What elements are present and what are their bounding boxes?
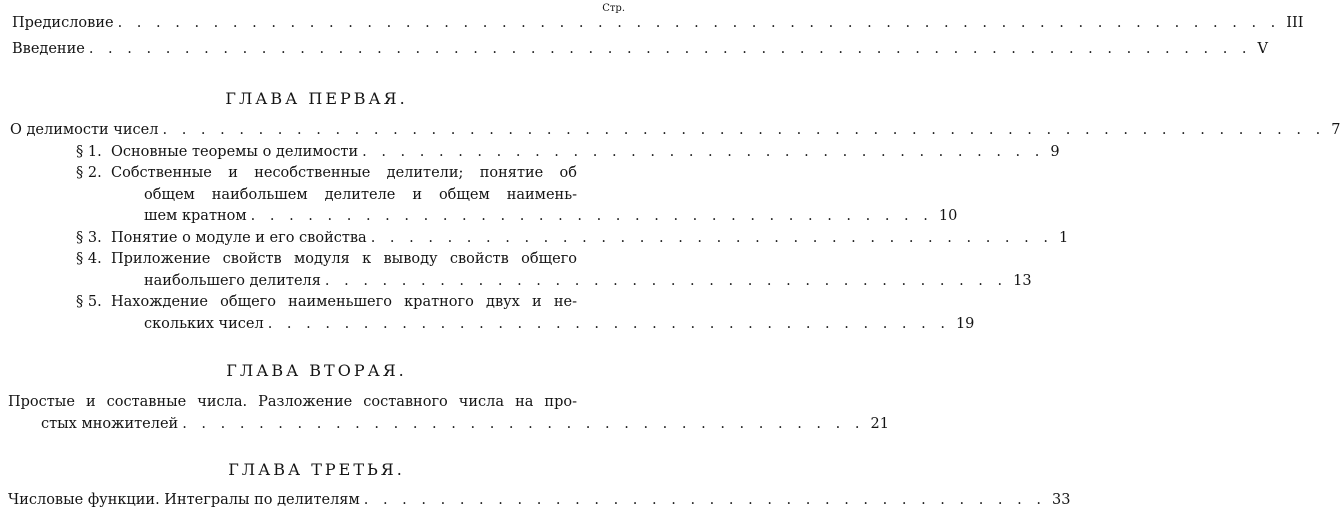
toc-entry-preface[interactable] [12, 13, 1304, 33]
entry-title: Основные теоремы о делимости [111, 144, 359, 160]
dot-leader: . . . . . . . . . . . . . . . . . . . . . . . . . . . . . . . . . . . . [267, 316, 950, 332]
entry-page: 1 [1058, 230, 1069, 246]
entry-page: 13 [1013, 273, 1032, 289]
toc-entry-section-4[interactable] [144, 271, 1032, 291]
entry-title: скольких чисел [144, 316, 264, 332]
dot-leader: . . . . . . . . . . . . . . . . . . . . . . . . . . . . . . . . . . . . . . . . . . . . . . . . . . . . . . . . . . . . . [162, 122, 1326, 138]
dot-leader: . . . . . . . . . . . . . . . . . . . . . . . . . . . . . . . . . . . . [324, 273, 1008, 289]
entry-page: 21 [870, 416, 889, 432]
toc-entry-section-2[interactable] [144, 206, 958, 226]
entry-page: 33 [1051, 492, 1071, 508]
entry-title: Введение [12, 41, 85, 57]
entry-page: 10 [938, 208, 958, 224]
toc-entry-section-5[interactable] [144, 314, 975, 334]
toc-entry-section-3[interactable] [111, 228, 1069, 248]
toc-entry-chapter1[interactable] [10, 120, 1340, 140]
section-number: § 3. [76, 230, 102, 246]
dot-leader: . . . . . . . . . . . . . . . . . . . . . . . . . . . . . . . . . . . . [363, 492, 1046, 508]
entry-title: Понятие о модуле и его свойства [111, 230, 367, 246]
entry-title-line: Нахождение общего наименьшего кратного двух и не- [111, 294, 577, 310]
entry-title: стых множителей [41, 416, 179, 432]
entry-page: 19 [955, 316, 975, 332]
entry-title: О делимости чисел [10, 122, 159, 138]
entry-title: наибольшего делителя [144, 273, 321, 289]
chapter-heading-3: ГЛАВА ТРЕТЬЯ. [228, 460, 405, 479]
section-number: § 1. [76, 144, 102, 160]
entry-title: Предисловие [12, 15, 114, 31]
toc-entry-chapter2[interactable] [41, 414, 889, 434]
toc-entry-chapter3[interactable] [8, 490, 1071, 510]
chapter-heading-2: ГЛАВА ВТОРАЯ. [226, 361, 407, 380]
dot-leader: . . . . . . . . . . . . . . . . . . . . . . . . . . . . . . . . . . . . . . . . . . . . . . . . . . . . . . . . . . . . . [88, 41, 1252, 57]
entry-title-line: Собственные и несобственные делители; понятие об [111, 165, 577, 181]
dot-leader: . . . . . . . . . . . . . . . . . . . . . . . . . . . . . . . . . . . . [362, 144, 1045, 160]
section-number: § 5. [76, 294, 102, 310]
entry-page: III [1286, 15, 1304, 31]
entry-title-line: Простые и составные числа. Разложение составного числа на про- [8, 394, 577, 410]
entry-page: 9 [1050, 144, 1060, 160]
entry-page: V [1257, 41, 1269, 57]
dot-leader: . . . . . . . . . . . . . . . . . . . . . . . . . . . . . . . . . . . . [370, 230, 1053, 246]
entry-title-line: общем наибольшем делителе и общем наимень- [144, 187, 577, 203]
dot-leader: . . . . . . . . . . . . . . . . . . . . . . . . . . . . . . . . . . . . [182, 416, 865, 432]
dot-leader: . . . . . . . . . . . . . . . . . . . . . . . . . . . . . . . . . . . . [250, 208, 933, 224]
page-column-label: Стр. [602, 3, 625, 14]
chapter-heading-1: ГЛАВА ПЕРВАЯ. [225, 89, 408, 108]
toc-entry-section-1[interactable] [111, 142, 1060, 162]
entry-title: шем кратном [144, 208, 247, 224]
section-number: § 4. [76, 251, 102, 267]
entry-title-line: Приложение свойств модуля к выводу свойств общего [111, 251, 577, 267]
section-number: § 2. [76, 165, 102, 181]
dot-leader: . . . . . . . . . . . . . . . . . . . . . . . . . . . . . . . . . . . . . . . . . . . . . . . . . . . . . . . . . . . . . [117, 15, 1281, 31]
entry-page: 7 [1331, 122, 1340, 138]
toc-entry-introduction[interactable] [12, 39, 1269, 59]
entry-title: Числовые функции. Интегралы по делителям [8, 492, 360, 508]
